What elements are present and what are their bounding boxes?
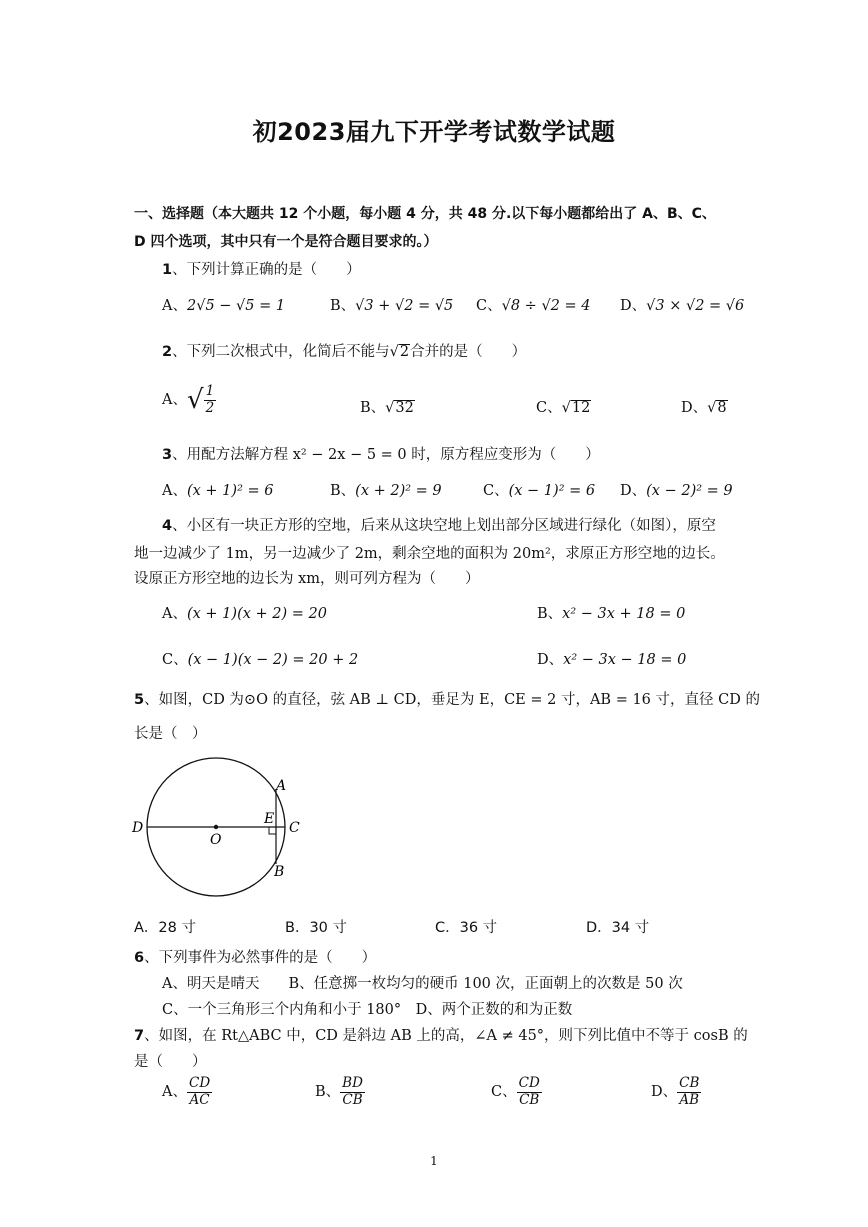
q7-option-c (491, 1076, 542, 1108)
q4-option-d (537, 648, 686, 669)
option-expr: √3 + √2 = √5 (355, 298, 454, 314)
option-label: A、 (162, 483, 187, 499)
section-heading-line1: 一、选择题（本大题共 12 个小题，每小题 4 分，共 48 分.以下每小题都给出了 A、B、C、 (134, 206, 716, 222)
question-4-line1 (162, 514, 716, 535)
question-3 (162, 443, 600, 464)
question-1 (162, 258, 361, 279)
q4-option-b (537, 602, 685, 623)
fraction (340, 1076, 365, 1108)
option-label: A、 (162, 606, 187, 622)
q5-option-a: A．28 寸 (134, 920, 196, 936)
option-label: A、 (162, 1084, 187, 1101)
q1-option-b (330, 294, 453, 315)
question-4-line2: 地一边减少了 1m，另一边减少了 2m，剩余空地的面积为 20m²，求原正方形空地的边长。 (134, 546, 725, 562)
fraction (187, 1076, 212, 1108)
q5-option-b: B．30 寸 (285, 920, 348, 936)
question-number: 7 (134, 1028, 145, 1044)
radicand: 32 (395, 400, 414, 416)
question-5-line1 (134, 688, 760, 709)
option-expr: (x − 2)² = 9 (646, 483, 733, 499)
question-stem: 、用配方法解方程 x² − 2x − 5 = 0 时，原方程应变形为（ ） (172, 447, 600, 463)
option-label: D、 (651, 1084, 678, 1101)
center-point (214, 825, 218, 829)
option-label: D、 (620, 483, 647, 499)
label-a: A (276, 778, 287, 794)
option-label: B、 (360, 400, 386, 416)
question-number: 2 (162, 344, 173, 360)
question-number: 6 (134, 950, 145, 966)
fraction (517, 1076, 542, 1108)
q3-option-c (483, 479, 595, 500)
section-heading-line2: D 四个选项，其中只有一个是符合题目要求的。） (134, 234, 438, 250)
label-b: B (274, 864, 285, 880)
option-label: C、 (536, 400, 562, 416)
question-number: 5 (134, 692, 145, 708)
fraction (204, 384, 217, 416)
denominator: CB (342, 1091, 363, 1108)
question-5-line2: 长是（ ） (134, 726, 207, 742)
denominator: 2 (205, 399, 215, 416)
question-number: 3 (162, 447, 173, 463)
numerator: CD (188, 1075, 211, 1091)
question-7-line2: 是（ ） (134, 1054, 207, 1070)
q2-option-c: C、√12 (536, 400, 591, 416)
numerator: CB (679, 1075, 700, 1091)
numerator: CD (518, 1075, 540, 1091)
option-label: D、 (681, 400, 708, 416)
question-stem: 、如图，在 Rt△ABC 中，CD 是斜边 AB 上的高，∠A ≠ 45°，则下列比值中不等于 cosB 的 (144, 1028, 748, 1044)
q3-option-a (162, 479, 273, 500)
option-label: C、 (491, 1084, 517, 1101)
q5-option-d: D．34 寸 (586, 920, 650, 936)
question-7-line1 (134, 1024, 748, 1045)
q2-option-d: D、√8 (681, 400, 727, 416)
q6-options-line2: C、一个三角形三个内角和小于 180° D、两个正数的和为正数 (162, 1002, 573, 1018)
option-expr: (x − 1)(x − 2) = 20 + 2 (187, 652, 359, 668)
option-label: A、 (162, 392, 187, 409)
denominator: AC (189, 1091, 210, 1108)
label-c: C (289, 820, 300, 836)
q2-option-a: A、√ $\frac{1}{2}$ (162, 383, 215, 416)
radicand: 12 (571, 400, 591, 416)
q2-option-b: B、√32 (360, 400, 414, 416)
page-number: 1 (430, 1154, 438, 1168)
question-stem: 、如图，CD 为⊙O 的直径，弦 AB ⊥ CD，垂足为 E，CE = 2 寸，AB = 16 寸，直径 CD 的 (144, 692, 760, 708)
option-expr: (x − 1)² = 6 (508, 483, 596, 499)
q4-option-c (162, 648, 358, 669)
q1-option-c (476, 294, 591, 315)
denominator: AB (679, 1091, 700, 1108)
option-label: B、 (315, 1084, 341, 1101)
option-label: A、 (162, 298, 187, 314)
option-expr: (x + 1)(x + 2) = 20 (186, 606, 327, 622)
option-label: D、 (620, 298, 647, 314)
option-label: D、 (537, 652, 564, 668)
circle-figure (128, 752, 308, 902)
page-title: 初2023届九下开学考试数学试题 (252, 118, 616, 146)
option-label: B、 (330, 298, 356, 314)
q3-option-d (620, 479, 733, 500)
q7-option-b (315, 1076, 365, 1108)
option-label: B、 (537, 606, 563, 622)
q4-option-a (162, 602, 327, 623)
numerator: BD (342, 1075, 363, 1091)
option-expr: x² − 3x − 18 = 0 (563, 652, 687, 668)
option-expr: x² − 3x + 18 = 0 (562, 606, 686, 622)
question-6 (134, 946, 376, 967)
question-stem: 、下列二次根式中，化简后不能与 (172, 344, 390, 360)
question-4-line3: 设原正方形空地的边长为 xm，则可列方程为（ ） (134, 571, 480, 587)
question-stem-end: 合并的是（ ） (410, 344, 527, 360)
option-label: C、 (476, 298, 502, 314)
right-angle-mark (269, 827, 276, 834)
question-stem: 、下列计算正确的是（ ） (172, 262, 361, 278)
q6-options-line1: A、明天是晴天 B、任意掷一枚均匀的硬币 100 次，正面朝上的次数是 50 次 (162, 976, 683, 992)
option-label: C、 (483, 483, 509, 499)
denominator: CB (519, 1091, 540, 1108)
numerator: 1 (205, 383, 215, 399)
radicand: 8 (717, 400, 727, 416)
option-label: C、 (162, 652, 188, 668)
label-d: D (132, 820, 144, 836)
option-expr: (x + 2)² = 9 (355, 483, 442, 499)
label-o: O (210, 832, 222, 848)
question-stem: 、小区有一块正方形的空地，后来从这块空地上划出部分区域进行绿化（如图），原空 (172, 518, 716, 534)
question-2: 2、下列二次根式中，化简后不能与√2合并的是（ ） (162, 344, 527, 360)
option-label: B、 (330, 483, 356, 499)
question-stem: 、下列事件为必然事件的是（ ） (144, 950, 377, 966)
option-expr: 2√5 − √5 = 1 (186, 298, 286, 314)
label-e: E (264, 811, 275, 827)
option-expr: (x + 1)² = 6 (186, 483, 274, 499)
question-number: 1 (162, 262, 173, 278)
question-number: 4 (162, 518, 173, 534)
q1-option-a (162, 294, 285, 315)
radicand: 2 (399, 344, 410, 360)
q1-option-d (620, 294, 744, 315)
option-expr: √3 × √2 = √6 (646, 298, 745, 314)
fraction (677, 1076, 701, 1108)
q5-option-c: C．36 寸 (435, 920, 498, 936)
option-expr: √8 ÷ √2 = 4 (501, 298, 591, 314)
q7-option-d (651, 1076, 701, 1108)
q7-option-a (162, 1076, 212, 1108)
q3-option-b (330, 479, 442, 500)
